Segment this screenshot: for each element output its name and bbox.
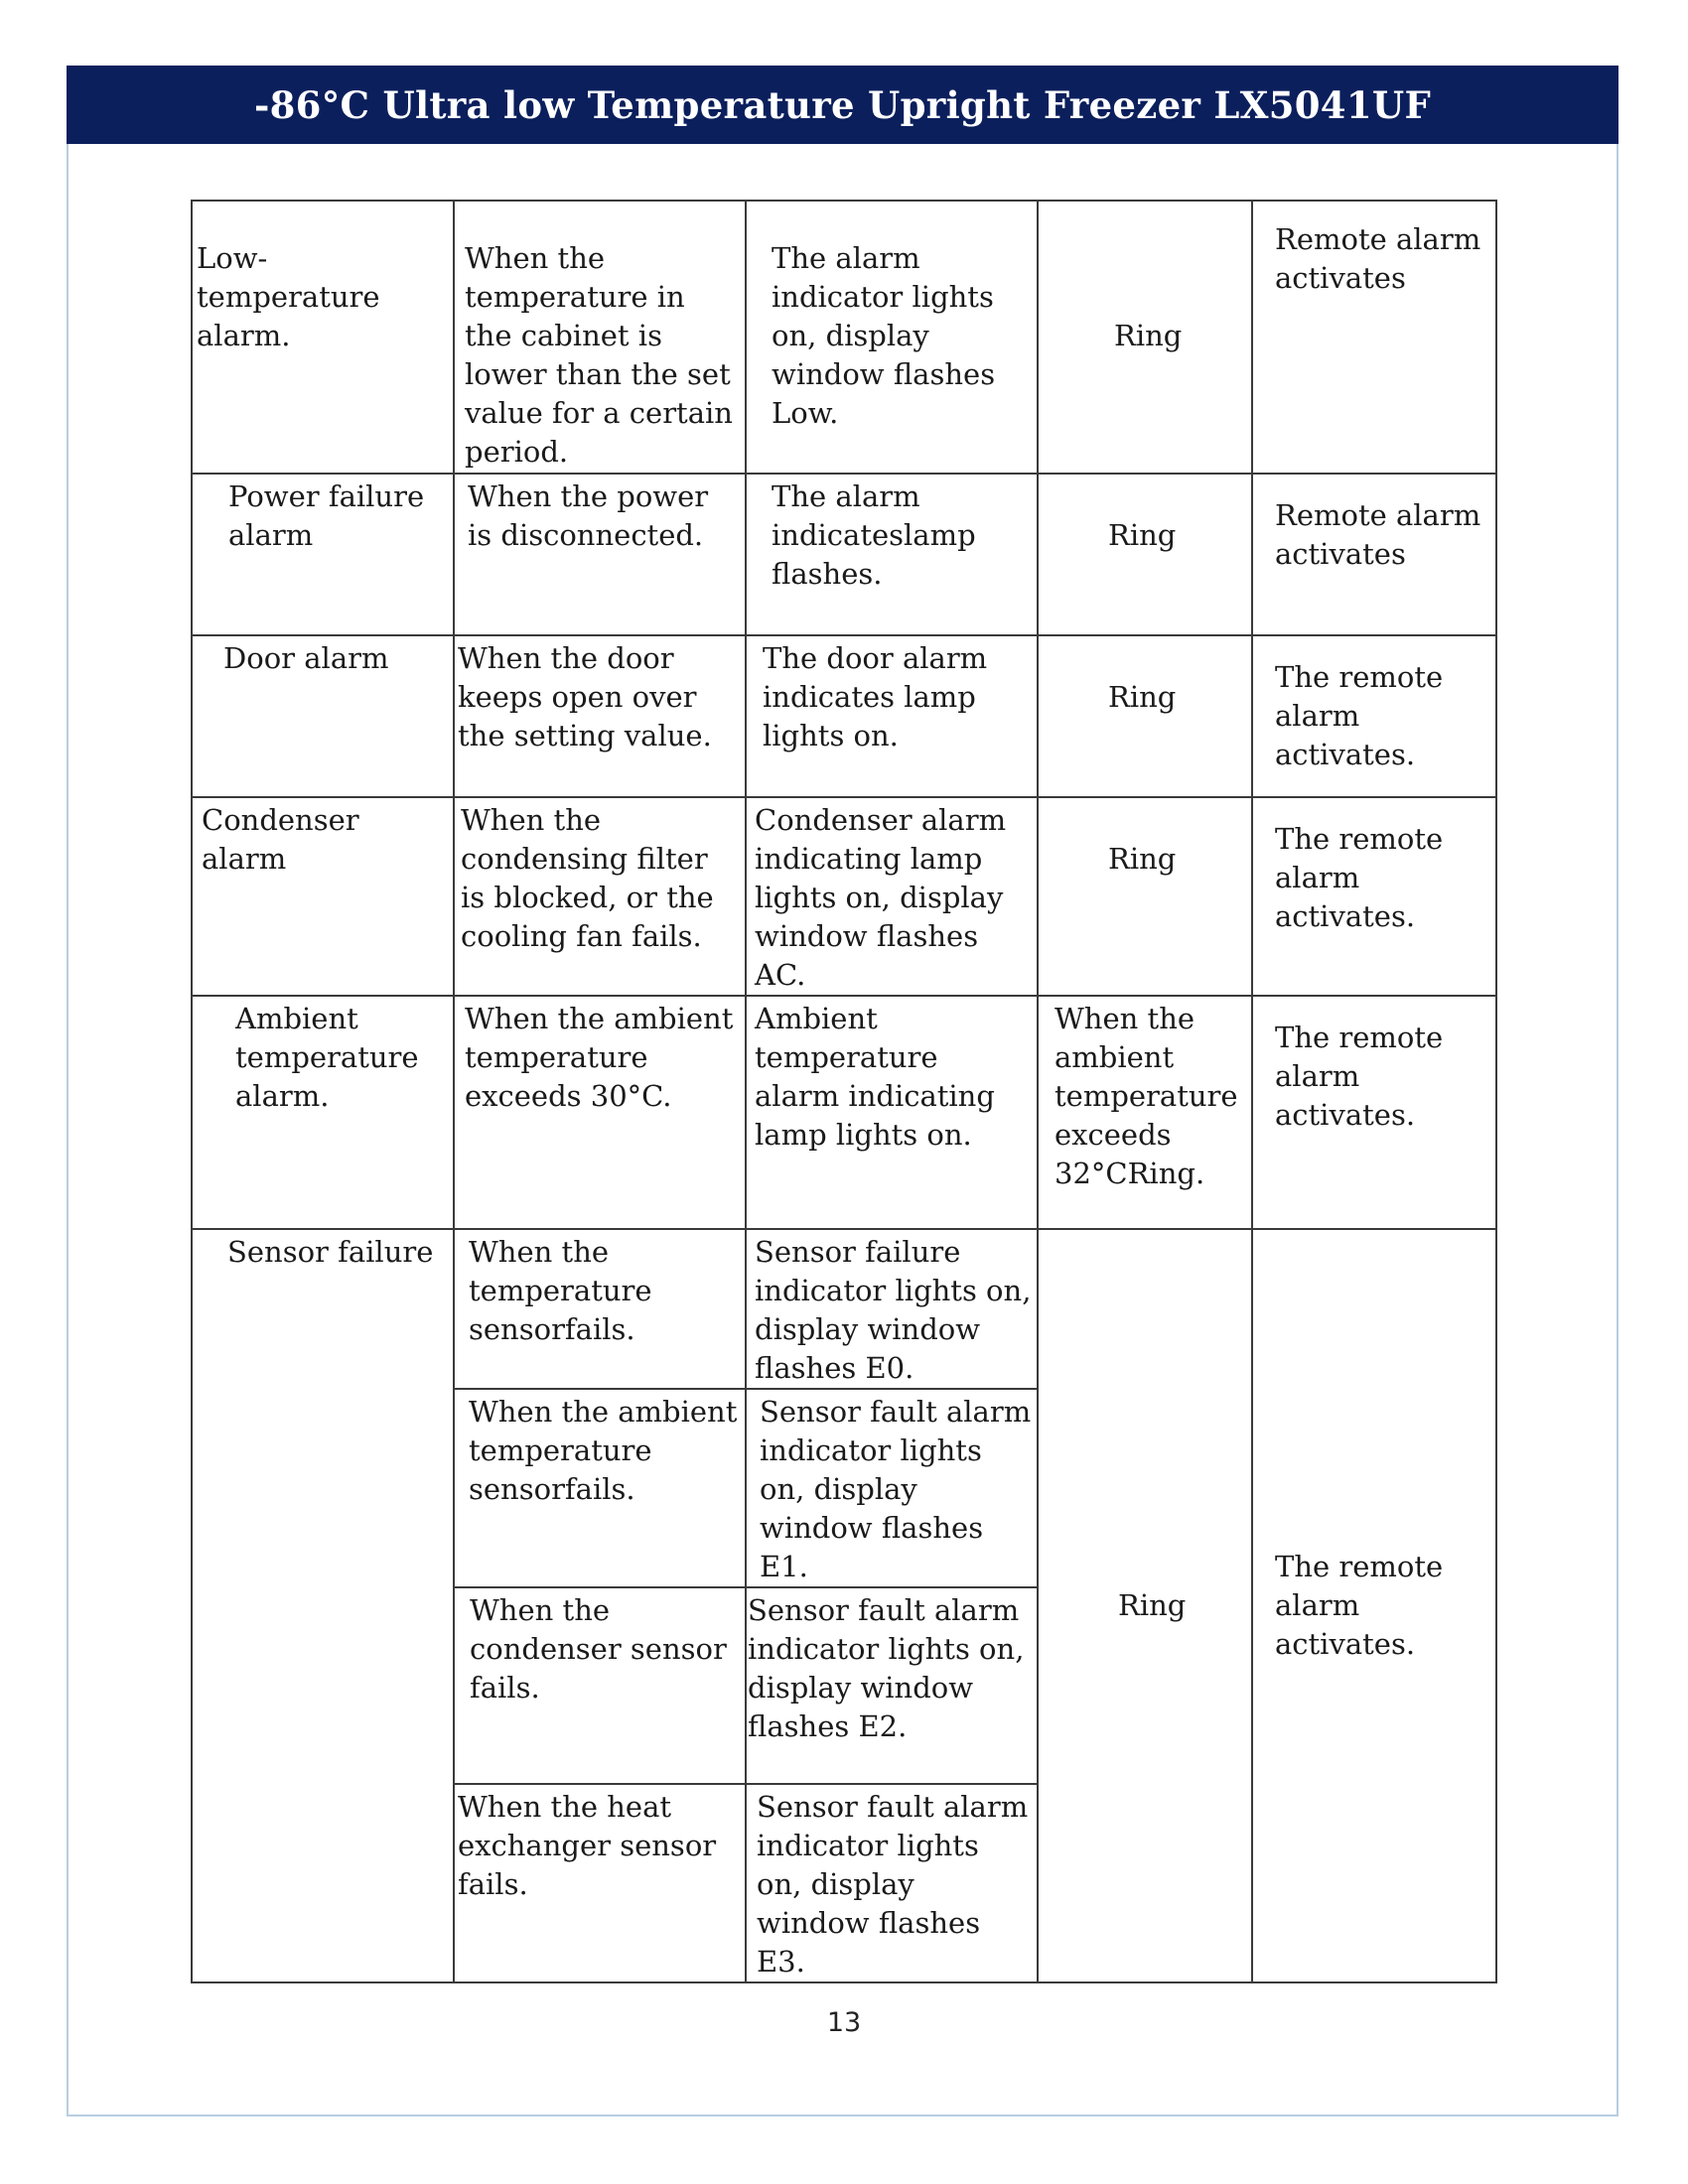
alarm-sound: Ring xyxy=(1118,1588,1187,1622)
alarm-condition-cell xyxy=(454,1389,746,1587)
alarm-indication-cell xyxy=(746,1389,1038,1587)
alarm-remote: The remote alarm activates. xyxy=(1275,1021,1444,1132)
alarm-remote-cell xyxy=(1252,1229,1496,1982)
alarm-condition-cell xyxy=(454,996,746,1229)
alarm-name-cell xyxy=(192,797,454,996)
alarm-remote: The remote alarm activates. xyxy=(1275,822,1444,933)
alarm-sound-cell xyxy=(1038,996,1252,1229)
alarm-indication: Sensor fault alarm indicator lights on, display window flashes E2. xyxy=(748,1593,1025,1743)
alarm-remote: Remote alarm activates xyxy=(1275,498,1481,571)
alarm-name-cell xyxy=(192,996,454,1229)
alarm-sound-cell xyxy=(1038,797,1252,996)
alarm-indication-cell xyxy=(746,1587,1038,1784)
alarm-indication: The alarm indicator lights on, display window flashes Low. xyxy=(772,241,996,430)
alarm-name-cell xyxy=(192,635,454,797)
alarm-condition: When the temperature in the cabinet is lower than the set value for a certain period. xyxy=(465,241,733,469)
alarm-condition: When the ambient temperature sensorfails. xyxy=(469,1395,738,1506)
alarm-table xyxy=(191,200,1497,1983)
alarm-remote-cell xyxy=(1252,996,1496,1229)
alarm-name: Sensor failure xyxy=(227,1235,434,1269)
table-row xyxy=(192,201,1496,474)
alarm-sound: Ring xyxy=(1108,518,1177,552)
alarm-name-cell xyxy=(192,201,454,474)
alarm-sound: Ring xyxy=(1108,680,1177,714)
table-row xyxy=(192,797,1496,996)
alarm-indication-cell xyxy=(746,996,1038,1229)
alarm-condition-cell xyxy=(454,1229,746,1389)
alarm-indication-cell xyxy=(746,797,1038,996)
alarm-name: Condenser alarm xyxy=(202,803,359,876)
alarm-condition-cell xyxy=(454,474,746,635)
alarm-name: Low- temperature alarm. xyxy=(197,241,380,352)
alarm-remote: The remote alarm activates. xyxy=(1275,660,1444,771)
alarm-sound-cell xyxy=(1038,474,1252,635)
table-row xyxy=(192,474,1496,635)
alarm-sound-cell xyxy=(1038,1229,1252,1982)
alarm-name: Power failure alarm xyxy=(228,479,425,552)
table-row xyxy=(192,1229,1496,1389)
alarm-indication-cell xyxy=(746,635,1038,797)
alarm-condition-cell xyxy=(454,797,746,996)
alarm-condition-cell xyxy=(454,1784,746,1982)
alarm-sound-cell xyxy=(1038,635,1252,797)
alarm-indication: Ambient temperature alarm indicating lamp lights on. xyxy=(755,1002,995,1152)
alarm-indication: Condenser alarm indicating lamp lights on, display window flashes AC. xyxy=(755,803,1007,992)
alarm-sound: When the ambient temperature exceeds 32°CRing. xyxy=(1055,1002,1238,1190)
alarm-indication: Sensor fault alarm indicator lights on, display window flashes E3. xyxy=(757,1790,1029,1979)
alarm-condition: When the heat exchanger sensor fails. xyxy=(458,1790,717,1901)
alarm-indication-cell xyxy=(746,1229,1038,1389)
alarm-sound: Ring xyxy=(1108,842,1177,876)
alarm-condition-cell xyxy=(454,201,746,474)
alarm-remote: Remote alarm activates xyxy=(1275,222,1481,295)
alarm-sound-cell xyxy=(1038,201,1252,474)
alarm-indication-cell xyxy=(746,1784,1038,1982)
alarm-indication: The alarm indicateslamp flashes. xyxy=(772,479,976,591)
document-title: -86°C Ultra low Temperature Upright Freezer LX5041UF xyxy=(253,82,1432,127)
alarm-condition: When the door keeps open over the setting value. xyxy=(458,641,712,752)
alarm-remote-cell xyxy=(1252,201,1496,474)
alarm-condition: When the power is disconnected. xyxy=(468,479,709,552)
table-row xyxy=(192,635,1496,797)
alarm-name: Ambient temperature alarm. xyxy=(235,1002,419,1113)
alarm-name-cell xyxy=(192,1229,454,1982)
alarm-name-cell xyxy=(192,474,454,635)
alarm-indication-cell xyxy=(746,474,1038,635)
page-number: 13 xyxy=(826,2007,862,2038)
alarm-condition: When the temperature sensorfails. xyxy=(469,1235,652,1346)
alarm-remote-cell xyxy=(1252,474,1496,635)
alarm-indication-cell xyxy=(746,201,1038,474)
document-header xyxy=(67,66,1618,144)
alarm-condition: When the ambient temperature exceeds 30°C. xyxy=(465,1002,734,1113)
alarm-condition-cell xyxy=(454,1587,746,1784)
alarm-indication: Sensor failure indicator lights on, display window flashes E0. xyxy=(755,1235,1032,1385)
table-row xyxy=(192,996,1496,1229)
alarm-remote-cell xyxy=(1252,797,1496,996)
alarm-condition-cell xyxy=(454,635,746,797)
alarm-name: Door alarm xyxy=(223,641,389,675)
alarm-condition: When the condenser sensor fails. xyxy=(470,1593,727,1705)
alarm-indication: The door alarm indicates lamp lights on. xyxy=(763,641,988,752)
alarm-sound: Ring xyxy=(1114,319,1183,352)
alarm-indication: Sensor fault alarm indicator lights on, display window flashes E1. xyxy=(760,1395,1032,1583)
alarm-remote-cell xyxy=(1252,635,1496,797)
alarm-condition: When the condensing filter is blocked, or the cooling fan fails. xyxy=(461,803,714,953)
alarm-remote: The remote alarm activates. xyxy=(1275,1550,1444,1661)
